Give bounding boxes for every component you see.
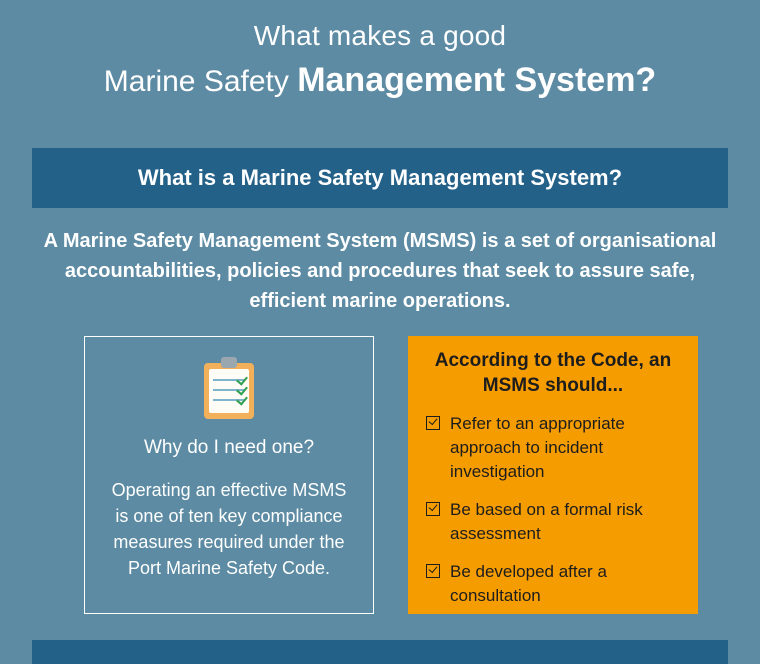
msms-requirements-card: [408, 336, 698, 614]
list-item: [422, 560, 684, 608]
bottom-banner: [32, 640, 728, 664]
section-banner-title: What is a Marine Safety Management System?: [137, 165, 623, 190]
checkbox-checked-icon: [426, 502, 440, 516]
header-line-2-bold: Management System?: [297, 61, 657, 99]
page-header: [0, 0, 760, 106]
clipboard-clip: [221, 357, 237, 368]
list-item-label: Refer to an appropriate approach to incident investigation: [450, 414, 625, 481]
clipboard-checklist-icon: [204, 357, 254, 419]
header-line-1: What makes a good: [253, 20, 507, 51]
section-banner: [32, 148, 728, 208]
list-item: [422, 498, 684, 546]
why-need-one-card: [84, 336, 374, 614]
list-item-label: Be based on a formal risk assessment: [450, 500, 643, 543]
why-need-one-body: Operating an effective MSMS is one of ten key compliance measures required under the Port Marine Safety Code.: [111, 480, 347, 578]
list-item-label: Be developed after a consultation: [450, 562, 607, 605]
checkbox-checked-icon: [426, 564, 440, 578]
msms-requirements-title: According to the Code, an MSMS should...: [434, 350, 672, 396]
why-need-one-question: Why do I need one?: [143, 437, 315, 458]
checkbox-checked-icon: [426, 416, 440, 430]
intro-paragraph: A Marine Safety Management System (MSMS) is a set of organisational accountabilities, policies and procedures that seek to assure safe, efficient marine operations.: [43, 230, 717, 312]
header-line-2: [0, 56, 760, 106]
list-item: [422, 412, 684, 484]
header-line-2-light: Marine Safety: [103, 65, 298, 98]
msms-requirements-list: [422, 412, 684, 608]
